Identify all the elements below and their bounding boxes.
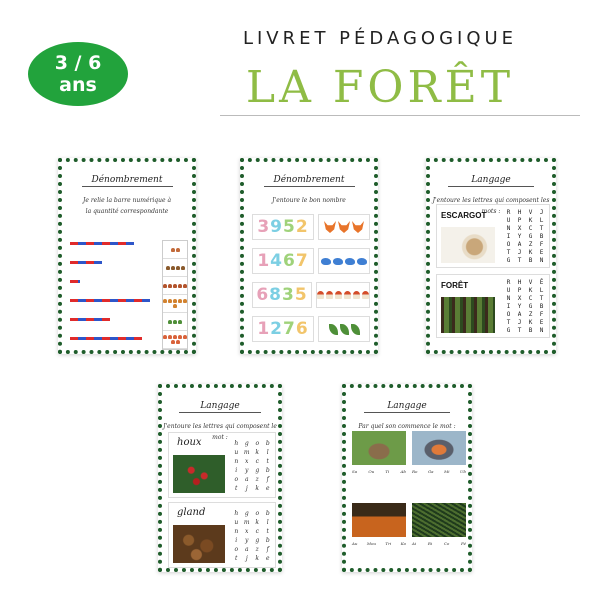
number-digit: 7 bbox=[295, 251, 309, 271]
worksheet-langage-sounds bbox=[342, 384, 472, 572]
worksheet-langage-cursive bbox=[158, 384, 282, 572]
page-header-text bbox=[162, 391, 278, 395]
bird-icon bbox=[357, 258, 367, 265]
grid-letter: P bbox=[517, 217, 522, 224]
grid-letter: b bbox=[265, 440, 270, 447]
grid-letter: T bbox=[539, 295, 544, 302]
page-header-text bbox=[244, 165, 374, 169]
grid-letter: P bbox=[517, 287, 522, 294]
number-digit: 2 bbox=[295, 217, 309, 237]
quantity-cell bbox=[163, 295, 187, 313]
page-header-text bbox=[430, 165, 552, 169]
sound-choice: Au bbox=[352, 541, 358, 546]
grid-letter: f bbox=[266, 476, 269, 483]
grid-letter: h bbox=[234, 510, 239, 517]
animal-picture bbox=[318, 316, 370, 342]
grid-letter: t bbox=[235, 555, 238, 562]
sound-choice: Ko bbox=[400, 541, 406, 546]
bird-icon bbox=[333, 258, 343, 265]
leaf-icon bbox=[340, 324, 349, 335]
number-choices bbox=[252, 316, 314, 342]
grid-letter: x bbox=[245, 528, 249, 535]
grid-letter: H bbox=[517, 209, 522, 216]
number-digit: 5 bbox=[294, 285, 308, 305]
grid-letter: g bbox=[244, 440, 249, 447]
grid-letter: c bbox=[255, 528, 259, 535]
sound-cell bbox=[412, 426, 466, 492]
sound-choices bbox=[412, 469, 466, 474]
title-underline bbox=[264, 186, 355, 187]
word-label: gland bbox=[177, 507, 206, 518]
grid-letter: g bbox=[244, 510, 249, 517]
grid-letter: U bbox=[506, 287, 511, 294]
worksheet-instruction: J'entoure les lettres qui composent le mot : bbox=[163, 423, 277, 441]
number-digit: 7 bbox=[283, 319, 296, 339]
grid-letter: Z bbox=[528, 311, 533, 318]
grid-letter: e bbox=[265, 555, 270, 562]
number-digit: 3 bbox=[257, 217, 271, 237]
grid-letter: N bbox=[506, 295, 511, 302]
title-underline bbox=[179, 412, 260, 413]
grid-letter: z bbox=[255, 546, 259, 553]
age-badge-unit: ans bbox=[59, 74, 97, 96]
leaf-icon bbox=[351, 324, 360, 335]
sound-cell bbox=[412, 498, 466, 564]
number-row bbox=[252, 314, 370, 344]
worksheet-title: Langage bbox=[471, 175, 511, 185]
worksheet-title: Dénombrement bbox=[91, 175, 163, 185]
needles-icon bbox=[412, 503, 466, 537]
grid-letter: n bbox=[234, 458, 239, 465]
animal-picture bbox=[318, 248, 370, 274]
autumn-icon bbox=[352, 503, 406, 537]
grid-letter: h bbox=[234, 440, 239, 447]
grid-letter: a bbox=[244, 546, 249, 553]
animal-picture bbox=[318, 214, 370, 240]
word-search-row bbox=[436, 274, 550, 338]
grid-letter: k bbox=[255, 449, 260, 456]
sound-choice: Ga bbox=[427, 469, 434, 474]
acorn-icon bbox=[173, 525, 225, 563]
page-title: LA FORÊT bbox=[245, 62, 515, 113]
grid-letter: B bbox=[528, 257, 533, 264]
sound-choice: Sa bbox=[352, 469, 358, 474]
grid-letter: n bbox=[234, 528, 239, 535]
grid-letter: l bbox=[266, 519, 269, 526]
grid-letter: l bbox=[266, 449, 269, 456]
mushroom-icon bbox=[317, 291, 324, 299]
grid-letter: T bbox=[539, 225, 544, 232]
grid-letter: O bbox=[506, 311, 511, 318]
title-underline bbox=[364, 412, 449, 413]
grid-letter: K bbox=[528, 217, 533, 224]
grid-letter: k bbox=[255, 555, 260, 562]
bird-icon bbox=[345, 258, 355, 265]
grid-letter: k bbox=[255, 485, 260, 492]
grid-letter: U bbox=[506, 217, 511, 224]
mushroom-icon bbox=[344, 291, 351, 299]
grid-letter: y bbox=[245, 467, 249, 474]
quantity-cell bbox=[163, 313, 187, 331]
sound-choice: Ou bbox=[368, 469, 375, 474]
letter-grid bbox=[231, 509, 273, 563]
grid-letter: m bbox=[243, 449, 250, 456]
grid-letter: f bbox=[266, 546, 269, 553]
grid-letter: j bbox=[245, 485, 248, 492]
grid-letter: T bbox=[517, 257, 522, 264]
word-label: FORÊT bbox=[441, 281, 469, 290]
quantity-cell bbox=[163, 331, 187, 349]
grid-letter: F bbox=[539, 311, 544, 318]
number-choices bbox=[252, 248, 314, 274]
word-search-row bbox=[436, 204, 550, 268]
grid-letter: o bbox=[255, 440, 260, 447]
grid-letter: R bbox=[506, 209, 511, 216]
grid-letter: i bbox=[235, 467, 238, 474]
mushroom-icon bbox=[326, 291, 333, 299]
grid-letter: u bbox=[234, 449, 239, 456]
age-badge bbox=[28, 42, 128, 106]
sound-choice: Ab bbox=[400, 469, 406, 474]
grid-letter: a bbox=[244, 476, 249, 483]
grid-letter: k bbox=[255, 519, 260, 526]
grid-letter: m bbox=[243, 519, 250, 526]
grid-letter: N bbox=[506, 225, 511, 232]
grid-letter: t bbox=[266, 528, 269, 535]
word-label: houx bbox=[177, 437, 202, 448]
sound-choices bbox=[412, 541, 466, 546]
fox-icon bbox=[352, 221, 364, 233]
number-bar bbox=[70, 318, 110, 321]
sound-cell bbox=[352, 426, 406, 492]
number-digit: 4 bbox=[270, 251, 283, 271]
grid-letter: J bbox=[539, 209, 544, 216]
grid-letter: X bbox=[517, 295, 522, 302]
number-digit: 2 bbox=[270, 319, 283, 339]
grid-letter: o bbox=[234, 476, 239, 483]
forest-icon bbox=[441, 297, 495, 333]
grid-letter: I bbox=[506, 233, 511, 240]
grid-letter: O bbox=[506, 241, 511, 248]
sound-cell bbox=[352, 498, 406, 564]
number-digit: 8 bbox=[269, 285, 282, 305]
worksheet-denombrement-1 bbox=[58, 158, 196, 354]
mushroom-icon bbox=[353, 291, 360, 299]
instruction-line-1: Je relie la barre numérique à bbox=[82, 197, 172, 204]
page-header-text bbox=[346, 391, 468, 395]
title-underline bbox=[82, 186, 173, 187]
mushroom-icon bbox=[362, 291, 369, 299]
grid-letter: A bbox=[517, 241, 522, 248]
grid-letter: V bbox=[528, 279, 533, 286]
cursive-word-row bbox=[168, 502, 276, 568]
leaf-icon bbox=[329, 324, 338, 335]
bird-icon bbox=[321, 258, 331, 265]
grid-letter: T bbox=[506, 319, 511, 326]
quantity-cell bbox=[163, 259, 187, 277]
letter-grid bbox=[231, 439, 273, 493]
sound-choice: Co bbox=[443, 541, 450, 546]
grid-letter: C bbox=[528, 295, 533, 302]
number-digit: 5 bbox=[283, 217, 296, 237]
grid-letter: c bbox=[255, 458, 259, 465]
sound-choice: Mi bbox=[444, 469, 450, 474]
sound-choices bbox=[352, 469, 406, 474]
number-digit: 9 bbox=[270, 217, 283, 237]
grid-letter: b bbox=[265, 510, 270, 517]
grid-letter: i bbox=[235, 537, 238, 544]
worksheet-title: Langage bbox=[200, 401, 240, 411]
grid-letter: G bbox=[528, 233, 533, 240]
sound-choices bbox=[352, 541, 406, 546]
number-bars bbox=[70, 242, 158, 354]
grid-letter: x bbox=[245, 458, 249, 465]
number-bar bbox=[70, 261, 102, 264]
worksheet-langage-grid bbox=[426, 158, 556, 354]
grid-letter: R bbox=[506, 279, 511, 286]
grid-letter: N bbox=[539, 327, 544, 334]
worksheet-title: Dénombrement bbox=[273, 175, 345, 185]
number-digit: 6 bbox=[256, 285, 270, 305]
word-label: ESCARGOT bbox=[441, 211, 487, 220]
grid-letter: T bbox=[517, 327, 522, 334]
number-digit: 1 bbox=[257, 319, 271, 339]
number-bar bbox=[70, 299, 150, 302]
number-digit: 1 bbox=[257, 251, 271, 271]
letter-grid bbox=[503, 279, 547, 335]
grid-letter: B bbox=[539, 303, 544, 310]
worksheet-instruction: Par quel son commence le mot : bbox=[358, 423, 456, 430]
grid-letter: V bbox=[528, 209, 533, 216]
letter-grid bbox=[503, 209, 547, 265]
grid-letter: g bbox=[255, 467, 260, 474]
grid-letter: Z bbox=[528, 241, 533, 248]
grid-letter: J bbox=[517, 319, 522, 326]
number-choices bbox=[252, 214, 314, 240]
quantity-cell bbox=[163, 241, 187, 259]
holly-icon bbox=[173, 455, 225, 493]
grid-letter: F bbox=[539, 241, 544, 248]
cursive-word-row bbox=[168, 432, 276, 498]
grid-letter: E bbox=[539, 319, 544, 326]
number-bar bbox=[70, 280, 80, 283]
grid-letter: b bbox=[265, 537, 270, 544]
number-row bbox=[252, 246, 370, 276]
stump-icon bbox=[352, 431, 406, 465]
quantity-column bbox=[162, 240, 188, 350]
grid-letter: K bbox=[528, 319, 533, 326]
sound-choice: Ti bbox=[385, 469, 390, 474]
fox-icon bbox=[338, 221, 350, 233]
grid-letter: K bbox=[528, 249, 533, 256]
grid-letter: G bbox=[506, 327, 511, 334]
grid-letter: e bbox=[265, 485, 270, 492]
grid-letter: Y bbox=[517, 233, 522, 240]
mushroom-icon bbox=[335, 291, 342, 299]
grid-letter: L bbox=[539, 217, 544, 224]
age-badge-range: 3 / 6 bbox=[54, 52, 102, 74]
fox-icon bbox=[324, 221, 336, 233]
grid-letter: E bbox=[539, 249, 544, 256]
grid-letter: t bbox=[235, 485, 238, 492]
number-row bbox=[252, 280, 370, 310]
grid-letter: J bbox=[517, 249, 522, 256]
worksheet-instruction bbox=[62, 195, 192, 217]
grid-letter: B bbox=[528, 327, 533, 334]
worksheet-title: Langage bbox=[387, 401, 427, 411]
grid-letter: G bbox=[528, 303, 533, 310]
title-underline bbox=[448, 186, 533, 187]
robin-icon bbox=[412, 431, 466, 465]
number-choices bbox=[252, 282, 312, 308]
grid-letter: u bbox=[234, 519, 239, 526]
sound-choice: Fé bbox=[461, 541, 466, 546]
grid-letter: K bbox=[528, 287, 533, 294]
grid-letter: Ê bbox=[539, 279, 544, 286]
grid-letter: g bbox=[255, 537, 260, 544]
worksheet-denombrement-2 bbox=[240, 158, 378, 354]
grid-letter: Y bbox=[517, 303, 522, 310]
grid-letter: N bbox=[539, 257, 544, 264]
sound-choice: Ub bbox=[460, 469, 466, 474]
grid-letter: L bbox=[539, 287, 544, 294]
grid-letter: A bbox=[517, 311, 522, 318]
grid-letter: H bbox=[517, 279, 522, 286]
title-divider bbox=[220, 115, 580, 116]
sound-choice: Mou bbox=[366, 541, 376, 546]
grid-letter: C bbox=[528, 225, 533, 232]
number-bar bbox=[70, 337, 142, 340]
grid-letter: o bbox=[255, 510, 260, 517]
grid-letter: j bbox=[245, 555, 248, 562]
grid-letter: T bbox=[506, 249, 511, 256]
number-digit: 3 bbox=[282, 285, 295, 305]
instruction-line-2: la quantité correspondante bbox=[85, 208, 169, 215]
sound-choice: Ro bbox=[412, 469, 418, 474]
page-subtitle: LIVRET PÉDAGOGIQUE bbox=[242, 28, 518, 49]
sound-choice: Tri bbox=[385, 541, 392, 546]
number-digit: 6 bbox=[283, 251, 296, 271]
sound-choice: Ri bbox=[427, 541, 433, 546]
page-header-text bbox=[62, 165, 192, 169]
grid-letter: b bbox=[265, 467, 270, 474]
grid-letter: o bbox=[234, 546, 239, 553]
grid-letter: I bbox=[506, 303, 511, 310]
grid-letter: t bbox=[266, 458, 269, 465]
grid-letter: G bbox=[506, 257, 511, 264]
number-digit: 6 bbox=[295, 319, 309, 339]
worksheet-instruction: J'entoure le bon nombre bbox=[272, 197, 346, 204]
number-row bbox=[252, 212, 370, 242]
grid-letter: B bbox=[539, 233, 544, 240]
quantity-cell bbox=[163, 277, 187, 295]
number-bar bbox=[70, 242, 134, 245]
worksheet-instruction: J'entoure les lettres qui composent les mots : bbox=[432, 197, 550, 215]
grid-letter: z bbox=[255, 476, 259, 483]
snail-icon bbox=[441, 227, 495, 263]
sound-choice: Ai bbox=[412, 541, 417, 546]
grid-letter: X bbox=[517, 225, 522, 232]
grid-letter: y bbox=[245, 537, 249, 544]
animal-picture bbox=[316, 282, 370, 308]
